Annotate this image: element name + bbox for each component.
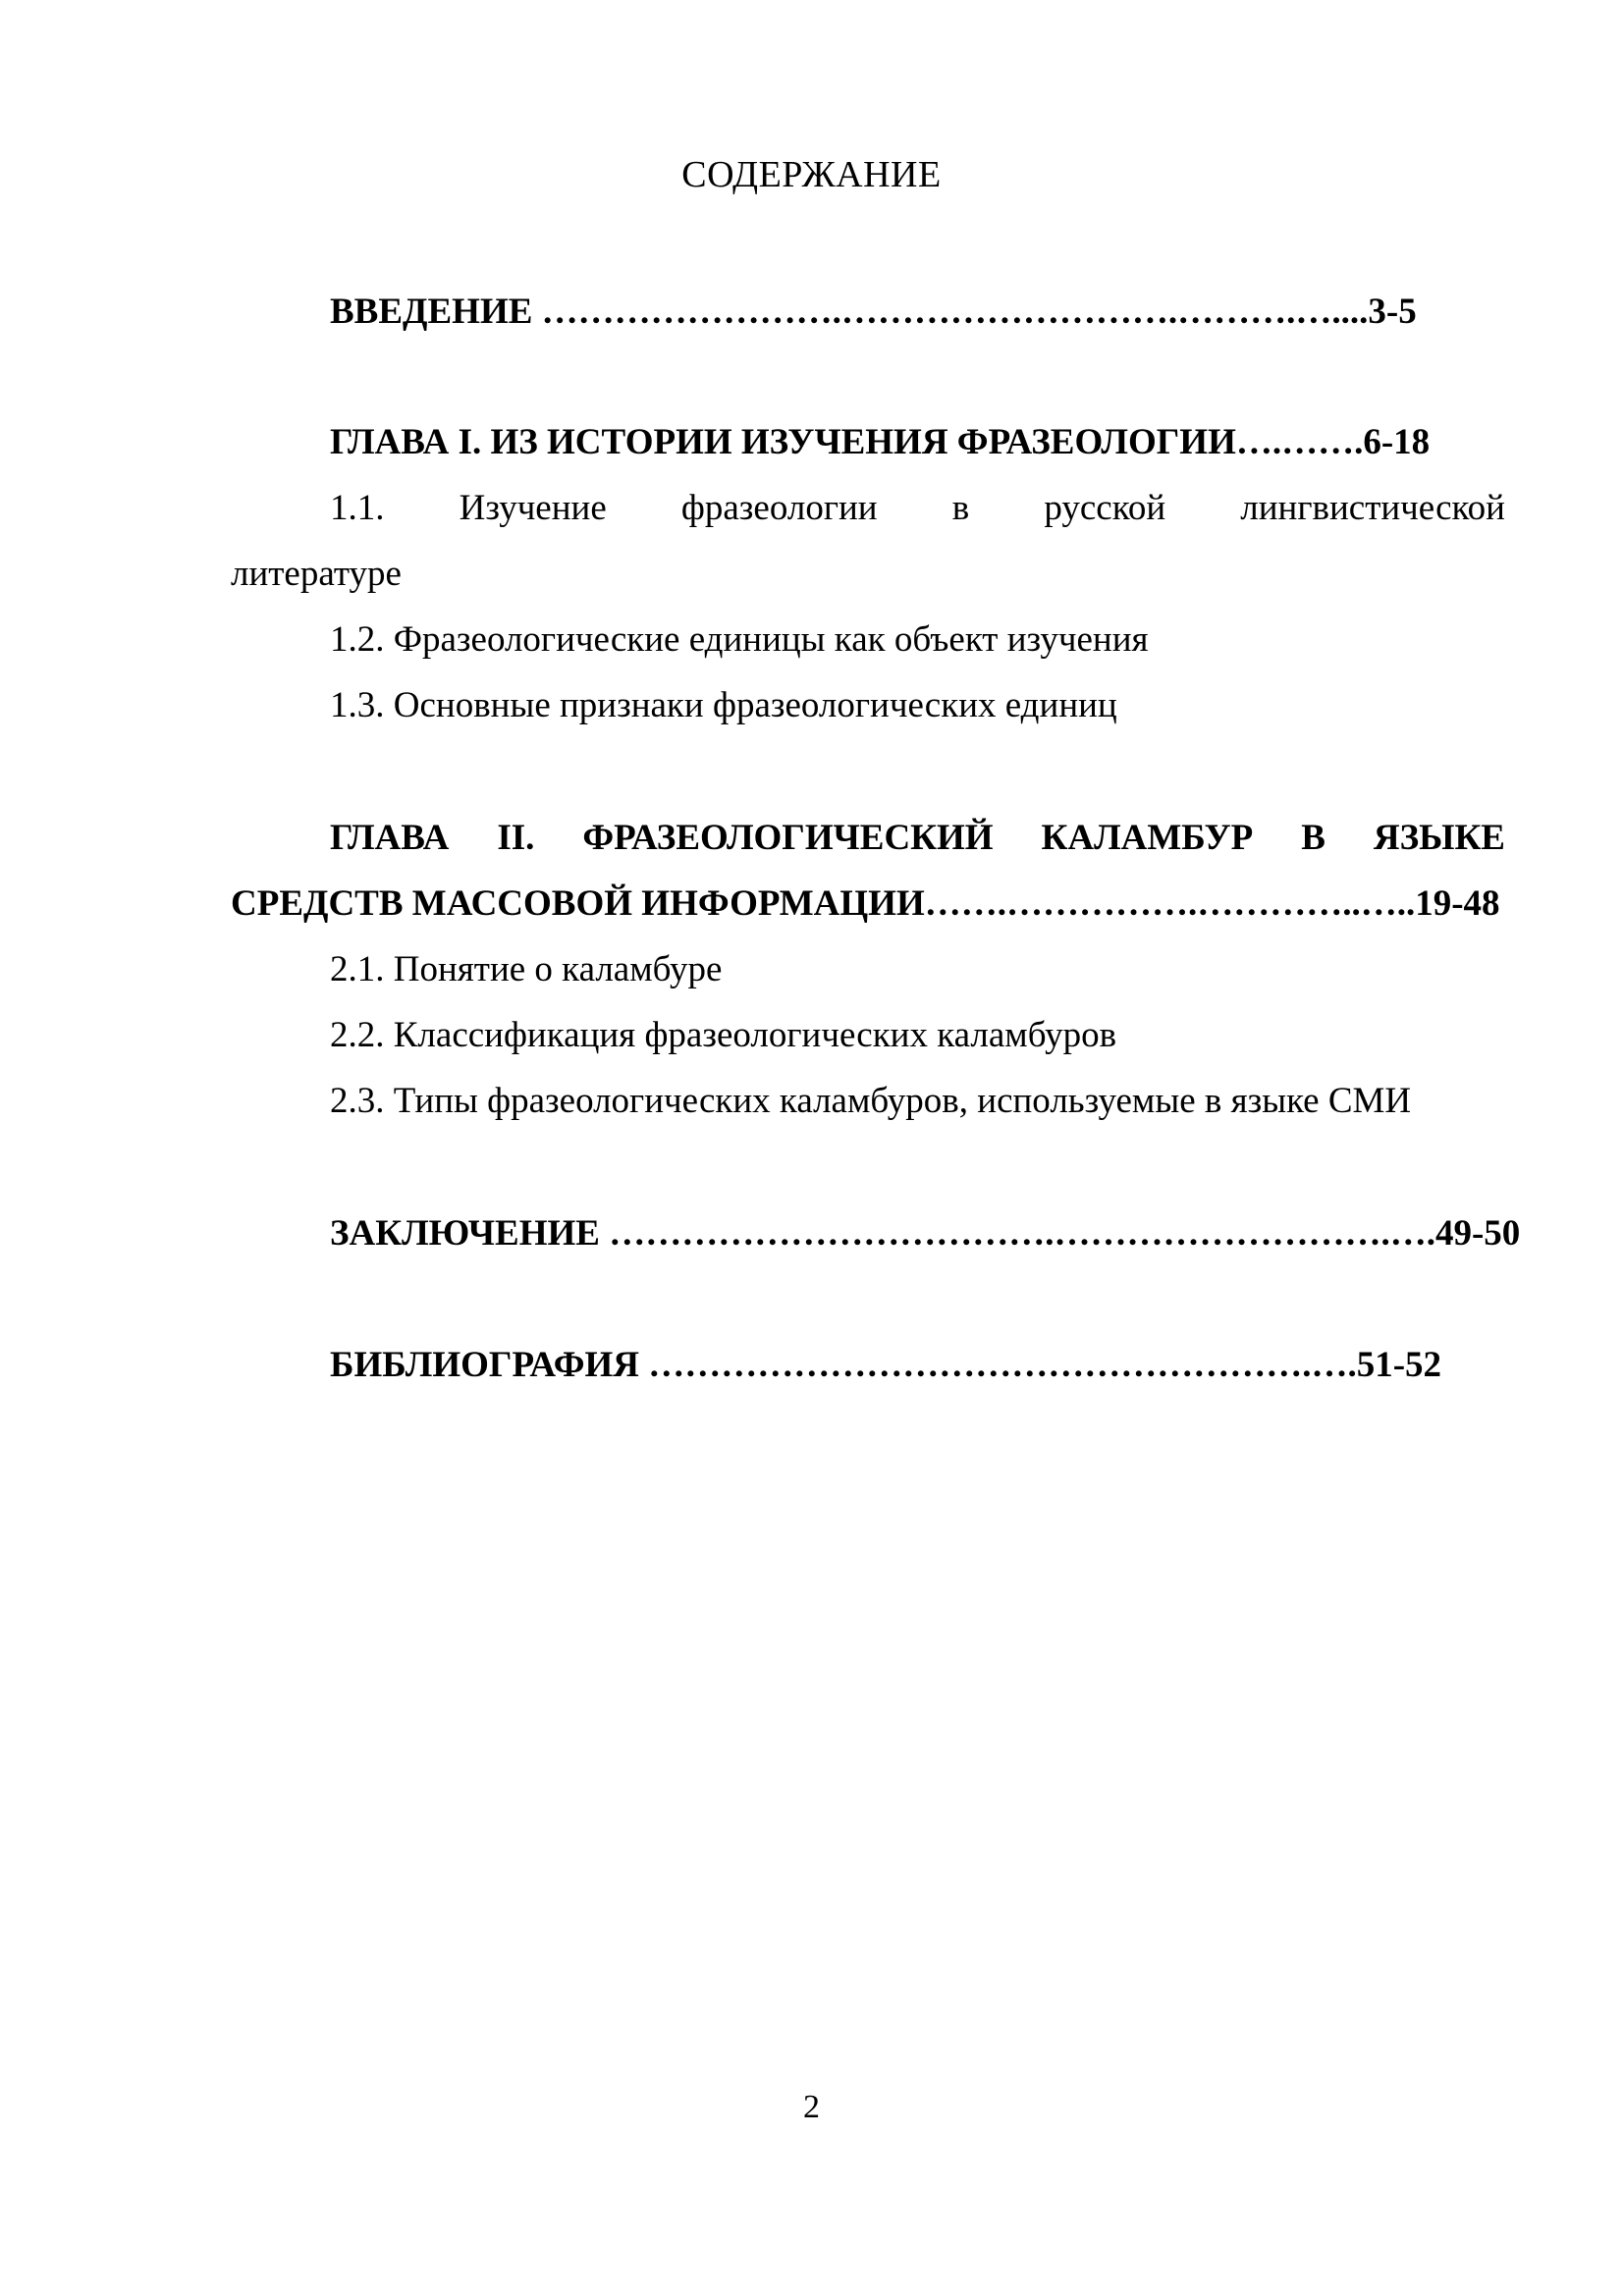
- page-title: СОДЕРЖАНИЕ: [681, 154, 942, 195]
- toc-entry-introduction: ВВЕДЕНИЕ …………………….……………………….……….…....3-5: [330, 292, 1417, 332]
- toc-word: ФРАЗЕОЛОГИЧЕСКИЙ: [582, 818, 994, 858]
- toc-word: лингвистической: [1240, 488, 1505, 528]
- toc-entry-section-1-3: 1.3. Основные признаки фразеологических единиц: [330, 685, 1117, 725]
- toc-word: 1.1.: [330, 488, 385, 528]
- toc-entry-bibliography: БИБЛИОГРАФИЯ ……………………………………………….….51-52: [330, 1345, 1442, 1385]
- toc-entry-conclusion: ЗАКЛЮЧЕНИЕ ……………………………….……………………….….49-50: [330, 1213, 1521, 1254]
- toc-entry-chapter-2-continuation: СРЕДСТВ МАССОВОЙ ИНФОРМАЦИИ…….…………….…………..…..19-48: [231, 883, 1500, 924]
- toc-word: фразеологии: [680, 488, 878, 528]
- toc-entry-chapter-1: ГЛАВА I. ИЗ ИСТОРИИ ИЗУЧЕНИЯ ФРАЗЕОЛОГИИ….…….6-18: [330, 422, 1431, 462]
- page-number: 2: [803, 2089, 820, 2125]
- toc-word: ГЛАВА: [330, 818, 450, 858]
- toc-entry-section-2-2: 2.2. Классификация фразеологических каламбуров: [330, 1015, 1117, 1055]
- toc-word: Изучение: [459, 488, 607, 528]
- toc-word: КАЛАМБУР: [1041, 818, 1254, 858]
- toc-entry-section-2-3: 2.3. Типы фразеологических каламбуров, используемые в языке СМИ: [330, 1081, 1412, 1121]
- toc-word: русской: [1044, 488, 1166, 528]
- toc-word: ЯЗЫКЕ: [1373, 818, 1505, 858]
- toc-entry-section-1-1-continuation: литературе: [231, 554, 402, 594]
- toc-entry-chapter-2: [330, 814, 1505, 863]
- toc-entry-section-1-2: 1.2. Фразеологические единицы как объект изучения: [330, 619, 1149, 660]
- toc-word: в: [951, 488, 970, 528]
- toc-entry-section-2-1: 2.1. Понятие о каламбуре: [330, 949, 723, 989]
- toc-word: II.: [497, 818, 535, 858]
- toc-word: В: [1301, 818, 1325, 858]
- toc-entry-section-1-1: [330, 484, 1505, 533]
